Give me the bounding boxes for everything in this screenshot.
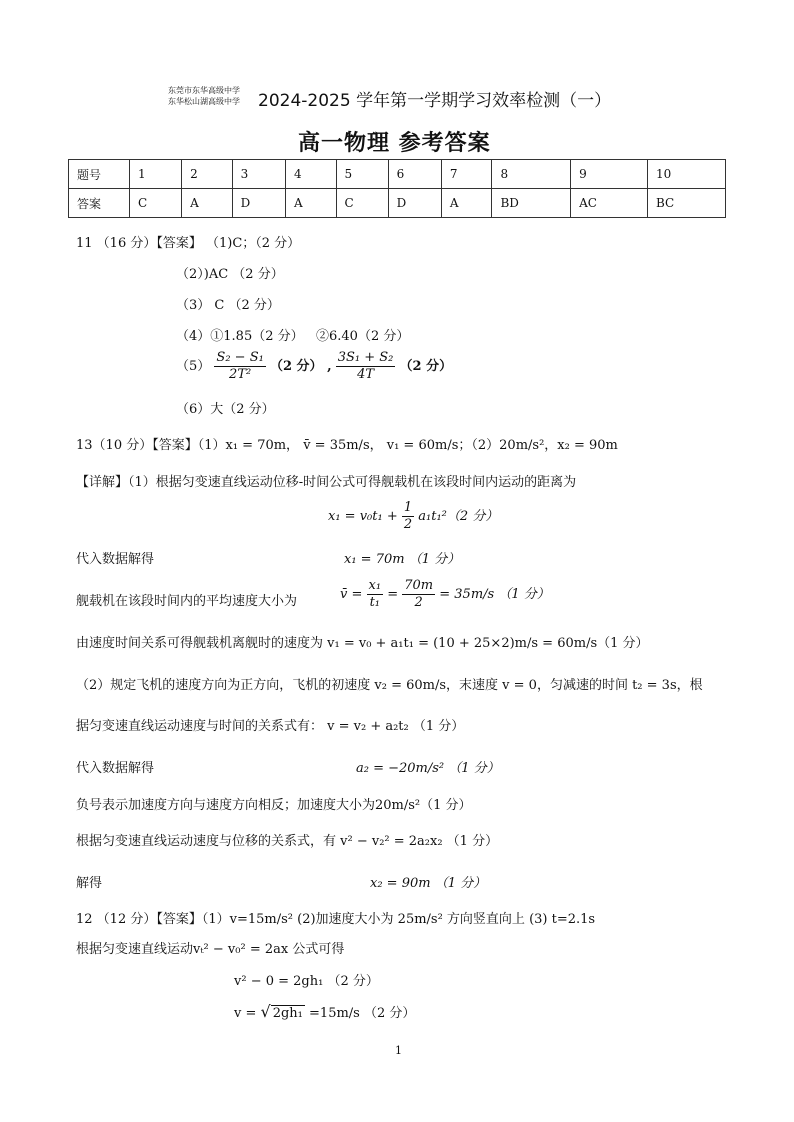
row-label: 题号	[69, 160, 130, 189]
q13-detail-3-label: 舰载机在该段时间内的平均速度大小为	[76, 594, 298, 609]
answer-cell: A	[182, 189, 233, 218]
fraction	[402, 500, 414, 533]
q13-detail-2-label: 代入数据解得	[76, 552, 155, 567]
formula-part: a₁t₁²（2 分）	[418, 509, 499, 524]
q11-answer-2: （2）)AC （2 分）	[176, 267, 284, 282]
answer-cell: A	[285, 189, 336, 218]
exam-title: 2024-2025 学年第一学期学习效率检测（一）	[258, 91, 612, 111]
q11-a5-prefix: （5）	[176, 359, 211, 374]
page-title: 高一物理 参考答案	[298, 131, 491, 156]
q11-answer-5	[176, 350, 452, 383]
question-number: 10	[647, 160, 725, 189]
school-name-2: 东华松山湖高级中学	[168, 97, 240, 106]
numerator: 1	[403, 500, 413, 515]
numerator: 3S₁ + S₂	[337, 350, 394, 365]
q11-answer-4a: （4）①1.85（2 分）	[176, 329, 304, 344]
numerator: S₂ − S₁	[216, 350, 264, 365]
answer-cell: D	[388, 189, 441, 218]
formula-part: v =	[234, 1006, 261, 1021]
formula-part: = 35m/s （1 分）	[439, 587, 550, 602]
question-number: 6	[388, 160, 441, 189]
table-row-numbers	[69, 160, 726, 189]
q11-heading: 11 （16 分）【答案】 （1)C；（2 分）	[76, 236, 301, 251]
q12-detail-3	[234, 1002, 415, 1021]
formula-part: x₁ = v₀t₁ +	[328, 509, 402, 524]
q13-detail-1: 【详解】（1）根据匀变速直线运动位移-时间公式可得舰载机在该段时间内运动的距离为	[76, 475, 577, 490]
numerator: x₁	[368, 578, 382, 593]
answer-cell: BD	[492, 189, 571, 218]
answer-cell: C	[130, 189, 182, 218]
answer-cell: BC	[647, 189, 725, 218]
question-number: 5	[336, 160, 388, 189]
q13-detail-9: 根据匀变速直线运动速度与位移的关系式，有 v² − v₂² = 2a₂x₂ （1 分）	[76, 834, 499, 849]
question-number: 4	[285, 160, 336, 189]
formula-part: =	[387, 587, 403, 602]
q11-a5-mid: （2 分） ,	[269, 359, 332, 374]
q11-answer-6: （6）大（2 分）	[176, 402, 275, 417]
answer-table	[68, 159, 726, 218]
q12-detail-1: 根据匀变速直线运动vₜ² − v₀² = 2ax 公式可得	[76, 942, 345, 957]
numerator: 70m	[404, 578, 434, 593]
fraction	[367, 578, 384, 611]
q13-detail-7-eq: a₂ = −20m/s² （1 分）	[356, 761, 500, 776]
sqrt-icon: √	[260, 1002, 271, 1021]
q13-detail-10-eq: x₂ = 90m （1 分）	[370, 876, 487, 891]
question-number: 1	[130, 160, 182, 189]
page-number: 1	[395, 1044, 402, 1057]
q11-a5-end: （2 分）	[399, 359, 453, 374]
denominator: t₁	[369, 595, 380, 610]
denominator: 2T²	[229, 367, 252, 382]
fraction	[336, 350, 396, 383]
question-number: 7	[441, 160, 492, 189]
q13-detail-5: （2）规定飞机的速度方向为正方向，飞机的初速度 v₂ = 60m/s，末速度 v = 0，匀减速的时间 t₂ = 3s，根	[76, 678, 703, 693]
q11-answer-4b: ②6.40（2 分）	[316, 329, 410, 344]
q13-detail-2-eq: x₁ = 70m （1 分）	[344, 552, 461, 567]
denominator: 4T	[357, 367, 375, 382]
table-row-answers	[69, 189, 726, 218]
q13-detail-8: 负号表示加速度方向与速度方向相反；加速度大小为20m/s²（1 分）	[76, 798, 472, 813]
question-number: 2	[182, 160, 233, 189]
row-label: 答案	[69, 189, 130, 218]
q13-heading: 13（10 分）【答案】（1）x₁ = 70m， v̄ = 35m/s， v₁ = 60m/s；（2）20m/s²，x₂ = 90m	[76, 438, 618, 453]
question-number: 3	[232, 160, 285, 189]
q13-formula-1	[328, 500, 498, 533]
q13-detail-7-label: 代入数据解得	[76, 761, 155, 776]
denominator: 2	[403, 517, 413, 532]
question-number: 9	[571, 160, 648, 189]
formula-part: =15m/s （2 分）	[304, 1006, 416, 1021]
sqrt-radicand: 2gh₁	[272, 1006, 303, 1021]
q13-detail-6: 据匀变速直线运动速度与时间的关系式有： v = v₂ + a₂t₂ （1 分）	[76, 719, 465, 734]
q13-formula-3	[340, 578, 550, 611]
q12-heading: 12 （12 分）【答案】（1）v=15m/s² (2)加速度大小为 25m/s² 方向竖直向上 (3) t=2.1s	[76, 912, 596, 927]
denominator: 2	[414, 595, 423, 610]
fraction	[402, 578, 435, 611]
q13-detail-10-label: 解得	[76, 876, 103, 891]
q12-detail-2: v² − 0 = 2gh₁ （2 分）	[234, 974, 379, 989]
q11-answer-3: （3） C （2 分）	[176, 298, 280, 313]
answer-cell: A	[441, 189, 492, 218]
answer-cell: C	[336, 189, 388, 218]
q13-detail-4: 由速度时间关系可得舰载机离舰时的速度为 v₁ = v₀ + a₁t₁ = (10 + 25×2)m/s = 60m/s（1 分）	[76, 636, 649, 651]
formula-part: v̄ =	[340, 587, 367, 602]
answer-cell: D	[232, 189, 285, 218]
question-number: 8	[492, 160, 571, 189]
fraction	[214, 350, 265, 383]
answer-cell: AC	[571, 189, 648, 218]
school-name-1: 东莞市东华高级中学	[168, 86, 240, 95]
